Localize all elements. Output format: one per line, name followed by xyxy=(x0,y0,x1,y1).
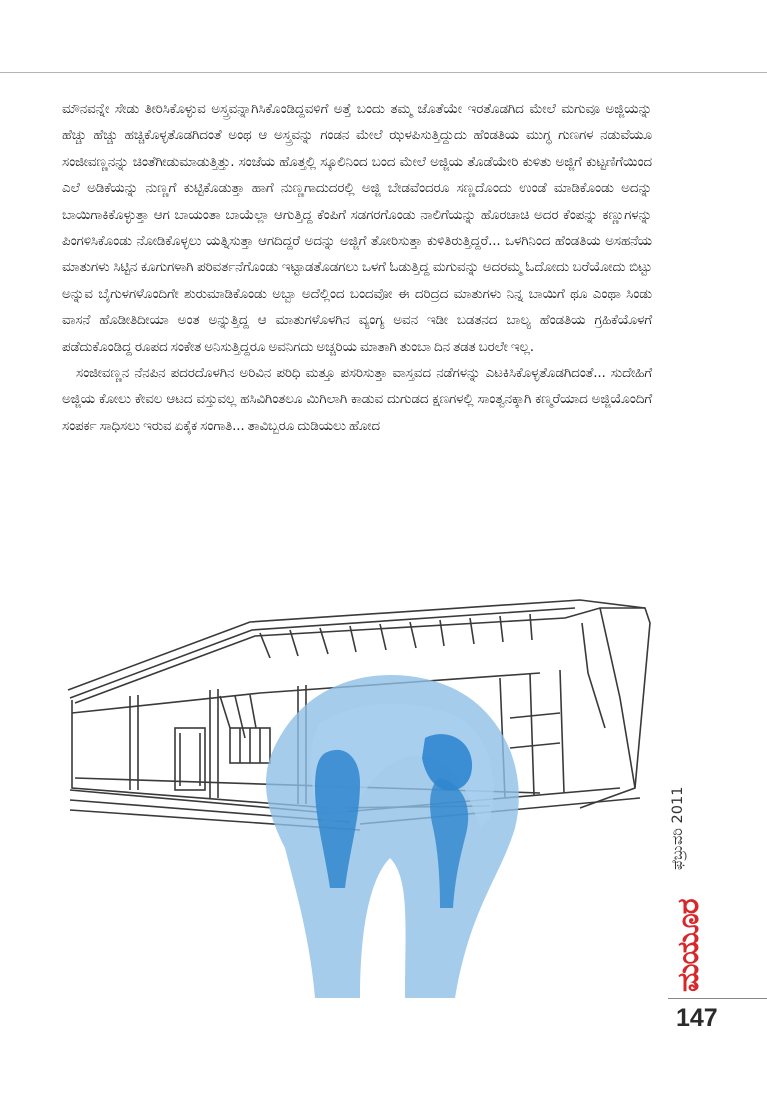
page-number: 147 xyxy=(676,1004,718,1032)
article-paragraph-2: ಸಂಜೀವಣ್ಣನ ನೆನಪಿನ ಪದರದೊಳಗಿನ ಅರಿವಿನ ಪರಿಧಿ ಮತ್ತೂ ಪಸರಿಸುತ್ತಾ ವಾಸ್ತವದ ನಡೆಗಳನ್ನು ಎಟಕಿಸಿಕೊಳ್ಳತೊಡಗಿದಂತೆ... ಸುದೇಹಿಗೆ ಅಜ್ಜಿಯ ಕೋಲು ಕೇವಲ ಆಟದ ವಸ್ತುವಲ್ಲ ಹಸಿವಿಗಿಂತಲೂ ಮಿಗಿಲಾಗಿ ಕಾಡುವ ದುಗುಡದ ಕ್ಷಣಗಳಲ್ಲಿ ಸಾಂತ್ವನಕ್ಕಾಗಿ ಕಣ್ಮರೆಯಾದ ಅಜ್ಜಿಯೊಂದಿಗೆ ಸಂಪರ್ಕ ಸಾಧಿಸಲು ಇರುವ ಏಕೈಕ ಸಂಗಾತಿ... ತಾವಿಬ್ಬರೂ ದುಡಿಯಲು ಹೋದ xyxy=(62,365,652,434)
magazine-logo: ಮಯೂರ xyxy=(671,899,706,992)
article-body xyxy=(62,96,652,439)
article-paragraph-1: ಮೌನವನ್ನೇ ಸೇಡು ತೀರಿಸಿಕೊಳ್ಳುವ ಅಸ್ತ್ರವನ್ನಾಗಿಸಿಕೊಂಡಿದ್ದವಳಿಗೆ ಅತ್ತೆ ಬಂದು ತಮ್ಮ ಜೊತೆಯೇ ಇರತೊಡಗಿದ ಮೇಲೆ ಮಗುವೂ ಅಜ್ಜಿಯನ್ನು ಹೆಚ್ಚು ಹೆಚ್ಚು ಹಚ್ಚಿಕೊಳ್ಳತೊಡಗಿದಂತೆ ಅಂಥ ಆ ಅಸ್ತ್ರವನ್ನು ಗಂಡನ ಮೇಲೆ ಝಳಪಿಸುತ್ತಿದ್ದುದು ಹೆಂಡತಿಯ ಮುಗ್ಧ ಗುಣಗಳ ನಡುವೆಯೂ ಸಂಜೀವಣ್ಣನನ್ನು ಚಿಂತೆಗೀಡುಮಾಡುತ್ತಿತ್ತು. ಸಂಜೆಯ ಹೊತ್ತಲ್ಲಿ ಸ್ಕೂಲಿನಿಂದ ಬಂದ ಮೇಲೆ ಅಜ್ಜಿಯ ತೊಡೆಯೇರಿ ಕುಳಿತು ಅಜ್ಜಿಗೆ ಕುಟ್ಟಣಿಗೆಯಿಂದ ಎಲೆ ಅಡಿಕೆಯನ್ನು ನುಣ್ಣಗೆ ಕುಟ್ಟಿಕೊಡುತ್ತಾ ಹಾಗೆ ನುಣ್ಣಗಾದುದರಲ್ಲಿ ಅಜ್ಜಿ ಬೇಡವೆಂದರೂ ಸಣ್ಣದೊಂದು ಉಂಡೆ ಮಾಡಿಕೊಂಡು ಅದನ್ನು ಬಾಯಿಗಾಕಿಕೊಳ್ಳುತ್ತಾ ಆಗ ಬಾಯಂತಾ ಬಾಯೆಲ್ಲಾ ಆಗುತ್ತಿದ್ದ ಕೆಂಪಿಗೆ ಸಡಗರಗೊಂಡು ನಾಲಿಗೆಯನ್ನು ಹೊರಚಾಚಿ ಅದರ ಕೆಂಪನ್ನು ಕಣ್ಣುಗಳನ್ನು ಪಿಂಗಳಿಸಿಕೊಂಡು ನೋಡಿಕೊಳ್ಳಲು ಯತ್ನಿಸುತ್ತಾ ಆಗದಿದ್ದರೆ ಅದನ್ನು ಅಜ್ಜಿಗೆ ತೋರಿಸುತ್ತಾ ಕುಳಿತಿರುತ್ತಿದ್ದರೆ... ಒಳಗಿನಿಂದ ಹೆಂಡತಿಯ ಅಸಹನೆಯ ಮಾತುಗಳು ಸಿಟ್ಟಿನ ಕೂಗುಗಳಾಗಿ ಪರಿವರ್ತನೆಗೊಂಡು ಇಟ್ಟಾಡತೊಡಗಲು ಒಳಗೆ ಓಡುತ್ತಿದ್ದ ಮಗುವನ್ನು ಅದರಮ್ಮ ಓದೋದು ಬರೆಯೋದು ಬಿಟ್ಟು ಅನ್ನುವ ಬೈಗುಳಗಳೊಂದಿಗೇ ಶುರುಮಾಡಿಕೊಂಡು ಅಬ್ಬಾ ಅದೆಲ್ಲಿಂದ ಬಂದವೋ ಈ ದರಿದ್ರದ ಮಾತುಗಳು ನಿನ್ನ ಬಾಯಿಗೆ ಥೂ ಎಂಥಾ ಸಿಂಡು ವಾಸನೆ ಹೊಡೀತಿದೀಯಾ ಅಂತ ಅನ್ನುತ್ತಿದ್ದ ಆ ಮಾತುಗಳೊಳಗಿನ ವ್ಯಂಗ್ಯ ಅವನ ಇಡೀ ಬಡತನದ ಬಾಲ್ಯ ಹೆಂಡತಿಯ ಗ್ರಹಿಕೆಯೊಳಗೆ ಪಡೆದುಕೊಂಡಿದ್ದ ರೂಪದ ಸಂಕೇತ ಅನಿಸುತ್ತಿದ್ದರೂ ಅವನಿಗದು ಅಚ್ಚರಿಯ ಮಾತಾಗಿ ತುಂಬಾ ದಿನ ತಡತ ಬರಲೇ ಇಲ್ಲ. xyxy=(62,101,652,355)
blue-wash-figure xyxy=(266,675,519,998)
top-rule xyxy=(0,72,767,73)
house-illustration xyxy=(60,578,660,1013)
footer-rule xyxy=(668,998,767,999)
issue-date: ಫೆಬ್ರುವರಿ 2011 xyxy=(670,786,686,870)
